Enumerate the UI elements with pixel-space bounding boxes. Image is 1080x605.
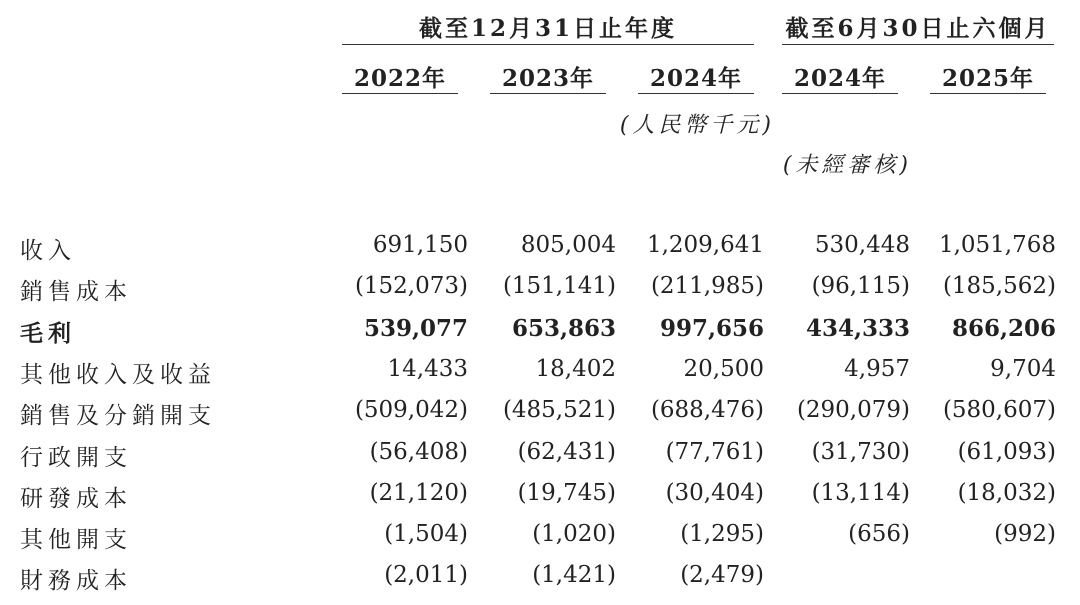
row-label: 其他開支 [20,527,132,553]
row-value: (30,404) [665,480,764,506]
row-value: (580,607) [942,397,1056,423]
row-label: 財務成本 [20,568,132,594]
annual-period-rule [342,44,754,45]
row-label: 收入 [20,238,76,264]
row-value: (151,141) [502,273,616,299]
row-value: 1,051,768 [938,232,1056,258]
row-value: 805,004 [520,232,616,258]
row-value: 20,500 [683,356,764,382]
row-label: 其他收入及收益 [20,362,216,388]
year-rule-2023 [490,93,606,94]
row-value: (18,032) [957,480,1056,506]
row-value: 539,077 [363,315,468,342]
year-rule-2024-annual [638,93,754,94]
year-rule-2025 [930,93,1046,94]
currency-note: (人民幣千元) [619,113,775,138]
row-value: 14,433 [387,356,468,382]
row-value: (211,985) [650,273,764,299]
year-heading-2022: 2022年 [353,65,446,92]
interim-period-heading: 截至6月30日止六個月 [785,15,1051,42]
row-value: 691,150 [372,232,468,258]
row-value: 18,402 [535,356,616,382]
row-value: 434,333 [805,315,910,342]
row-value: (2,479) [680,562,764,588]
row-label: 銷售及分銷開支 [20,403,216,429]
row-label: 銷售成本 [20,279,132,305]
year-rule-2024-interim [782,93,898,94]
row-value: (485,521) [502,397,616,423]
row-value: (152,073) [354,273,468,299]
row-value: (656) [848,521,910,547]
row-value: 1,209,641 [646,232,764,258]
row-label: 毛利 [20,320,76,347]
row-value: (31,730) [811,439,910,465]
row-value: 866,206 [951,315,1056,342]
row-value: (1,295) [680,521,764,547]
row-value: (21,120) [369,480,468,506]
row-value: (1,504) [384,521,468,547]
row-value: (185,562) [942,273,1056,299]
annual-period-heading: 截至12月31日止年度 [418,15,677,42]
interim-period-rule [782,44,1054,45]
row-value: (77,761) [665,439,764,465]
row-value: (96,115) [811,273,910,299]
year-heading-2024-annual: 2024年 [649,65,742,92]
row-value: (13,114) [811,480,910,506]
row-label: 研發成本 [20,486,132,512]
year-heading-2023: 2023年 [501,65,594,92]
row-value: (56,408) [369,439,468,465]
row-value: (2,011) [384,562,468,588]
row-value: (290,079) [796,397,910,423]
row-value: (688,476) [650,397,764,423]
row-value: (992) [994,521,1056,547]
row-value: 9,704 [990,356,1056,382]
row-value: 530,448 [814,232,910,258]
unaudited-note: (未經審核) [782,153,912,178]
row-value: 4,957 [844,356,910,382]
row-value: 997,656 [659,315,764,342]
row-value: (509,042) [354,397,468,423]
year-heading-2025: 2025年 [941,65,1034,92]
row-value: 653,863 [511,315,616,342]
row-label: 行政開支 [20,445,132,471]
year-rule-2022 [342,93,458,94]
row-value: (1,020) [532,521,616,547]
row-value: (19,745) [517,480,616,506]
row-value: (62,431) [517,439,616,465]
row-value: (1,421) [532,562,616,588]
row-value: (61,093) [957,439,1056,465]
year-heading-2024-interim: 2024年 [793,65,886,92]
